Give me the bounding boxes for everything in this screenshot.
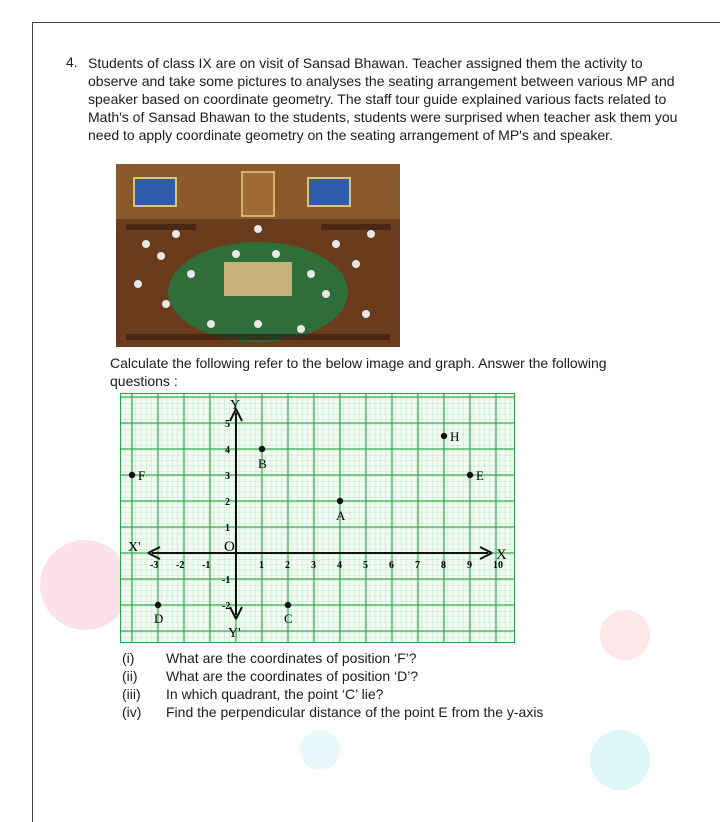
sub-question-text: Find the perpendicular distance of the point E from the y-axis bbox=[166, 704, 544, 720]
point-f-marker bbox=[129, 472, 135, 478]
sub-questions-list bbox=[122, 649, 642, 721]
x-tick-label: -3 bbox=[150, 560, 159, 571]
point-h-label: H bbox=[450, 429, 460, 444]
sub-question-number: (ii) bbox=[122, 668, 138, 684]
question-number: 4. bbox=[66, 54, 78, 70]
y-axis-neg-label: Y' bbox=[228, 626, 241, 641]
y-tick-label: 3 bbox=[225, 471, 230, 482]
x-tick-label: 6 bbox=[389, 560, 394, 571]
sub-question-number: (i) bbox=[122, 650, 135, 666]
x-tick-label: 8 bbox=[441, 560, 446, 571]
instruction-text: Calculate the following refer to the below image and graph. Answer the following questions : bbox=[110, 355, 607, 389]
point-h-marker bbox=[441, 433, 447, 439]
sub-question-number: (iv) bbox=[122, 704, 142, 720]
y-tick-label: 2 bbox=[225, 497, 230, 508]
coordinate-graph bbox=[120, 393, 515, 643]
x-tick-label: 1 bbox=[259, 560, 264, 571]
x-tick-label: 10 bbox=[493, 560, 503, 571]
sub-question bbox=[122, 685, 642, 703]
x-tick-label: 7 bbox=[415, 560, 420, 571]
x-tick-label: 2 bbox=[285, 560, 290, 571]
x-axis-label: X bbox=[496, 547, 507, 563]
origin-label: O bbox=[224, 539, 235, 555]
x-tick-label: 4 bbox=[337, 560, 342, 571]
point-d-label: D bbox=[154, 611, 164, 626]
sub-question bbox=[122, 703, 642, 721]
point-e-marker bbox=[467, 472, 473, 478]
sub-question-number: (iii) bbox=[122, 686, 141, 702]
point-a-marker bbox=[337, 498, 343, 504]
sub-question-text: What are the coordinates of position ‘F’? bbox=[166, 650, 417, 666]
x-tick-label: 3 bbox=[311, 560, 316, 571]
sub-question bbox=[122, 649, 642, 667]
sub-question bbox=[122, 667, 642, 685]
point-f-label: F bbox=[138, 468, 146, 483]
point-e-label: E bbox=[476, 468, 484, 483]
y-tick-label: -2 bbox=[222, 601, 231, 612]
y-tick-label: -1 bbox=[222, 575, 231, 586]
sub-question-text: What are the coordinates of position ‘D’? bbox=[166, 668, 419, 684]
y-tick-label: 1 bbox=[225, 523, 230, 534]
point-b-label: B bbox=[258, 456, 267, 471]
x-tick-label: -1 bbox=[202, 560, 211, 571]
x-axis-neg-label: X' bbox=[128, 540, 141, 555]
point-a-label: A bbox=[336, 508, 346, 523]
x-tick-label: 9 bbox=[467, 560, 472, 571]
y-axis-label: Y bbox=[230, 398, 241, 413]
y-tick-label: 5 bbox=[225, 419, 230, 430]
parliament-photo bbox=[116, 164, 400, 347]
point-d-marker bbox=[155, 602, 161, 608]
point-b-marker bbox=[259, 446, 265, 452]
x-tick-label: 5 bbox=[363, 560, 368, 571]
question-text: Students of class IX are on visit of Sansad Bhawan. Teacher assigned them the activity to observe and take some pictures to analyses the seating arrangement between various MP and speaker based on coordinate geometry. The staff tour guide explained various facts related to Math's of Sansad Bhawan to the students, students were surprised when teacher ask them you need to apply coordinate geometry on the seating arrangement of MP's and speaker. bbox=[88, 55, 678, 143]
sub-question-text: In which quadrant, the point ‘C’ lie? bbox=[166, 686, 384, 702]
y-tick-label: 4 bbox=[225, 445, 230, 456]
point-c-label: C bbox=[284, 611, 293, 626]
x-tick-label: -2 bbox=[176, 560, 185, 571]
point-c-marker bbox=[285, 602, 291, 608]
